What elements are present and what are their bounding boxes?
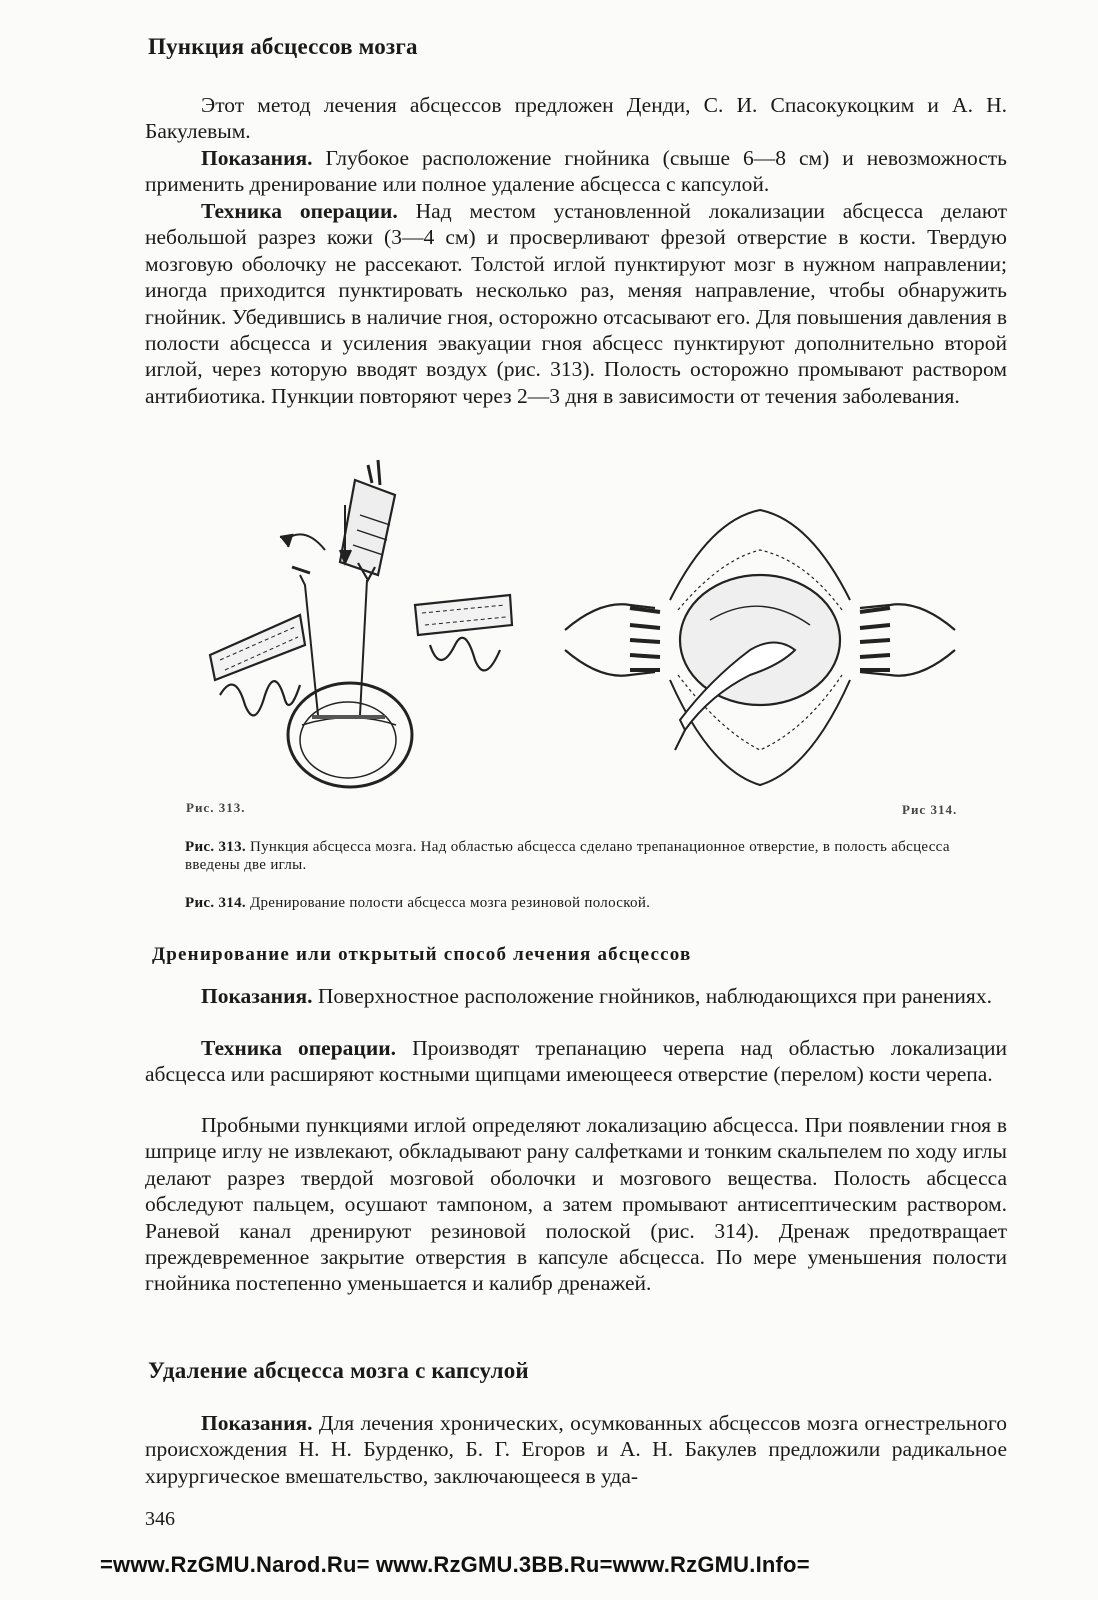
section-title-drainage: Дренирование или открытый способ лечения абсцессов [152,944,692,965]
page-number: 346 [145,1508,175,1530]
technique-label: Техника операции. [201,199,398,223]
figure-314-caption [185,894,985,912]
indications-label: Показания. [201,146,313,170]
indications-label: Показания. [201,984,313,1008]
paragraph-indications-1 [145,145,1007,198]
paragraph-text: Поверхностное расположение гнойников, наблюдающихся при ранениях. [312,984,992,1008]
paragraph-indications-3 [145,1410,1007,1489]
footer-watermark: =www.RzGMU.Narod.Ru= www.RzGMU.3BB.Ru=www.RzGMU.Info= [100,1552,810,1577]
paragraph-method-origin [145,92,1007,145]
section-title-puncture: Пункция абсцессов мозга [148,34,418,59]
caption-text: Дренирование полости абсцесса мозга резиновой полоской. [245,895,651,911]
figure-314-illustration [560,500,960,800]
paragraph-text: Этот метод лечения абсцессов предложен Денди, С. И. Спасокукоцким и А. Н. Бакулевым. [145,93,1007,144]
paragraph-text: Производят трепанацию черепа над областью локализации абсцесса или расширяют костными щипцами имеющееся отверстие (перелом) кости черепа. [145,1036,1007,1087]
paragraph-drainage-procedure [145,1112,1007,1297]
figure-313-caption [185,838,985,874]
caption-label: Рис. 313. [185,839,246,855]
paragraph-technique-1 [145,198,1007,409]
figure-314-label: Рис 314. [902,802,958,817]
paragraph-text: Глубокое расположение гнойника (свыше 6—8 см) и невозможность применить дренирование или полное удаление абсцесса с капсулой. [145,146,1007,197]
paragraph-technique-2 [145,1035,1007,1088]
figure-313-label: Рис. 313. [186,800,246,815]
paragraph-text: Для лечения хронических, осумкованных абсцессов мозга огнестрельного происхождения Н. Н. Бурденко, Б. Г. Егоров и А. Н. Бакулев предложили радикальное хирургическое вмешательство, заключающееся в уда- [145,1411,1007,1488]
section-title-removal: Удаление абсцесса мозга с капсулой [148,1358,529,1383]
paragraph-text: Пробными пункциями иглой определяют локализацию абсцесса. При появлении гноя в шприце иглу не извлекают, обкладывают рану салфетками и тонким скальпелем по ходу иглы делают разрез твердой мозговой оболочки и мозгового вещества. Полость абсцесса обследуют пальцем, осушают тампоном, а затем промывают антисептическим раствором. Раневой канал дренируют резиновой полоской (рис. 314). Дренаж предотвращает преждевременное закрытие отверстия в капсуле абсцесса. По мере уменьшения полости гнойника постепенно уменьшается и калибр дренажей. [145,1113,1007,1296]
caption-text: Пункция абсцесса мозга. Над областью абсцесса сделано трепанационное отверстие, в полость абсцесса введены две иглы. [185,839,950,873]
technique-label: Техника операции. [201,1036,396,1060]
paragraph-text: Над местом установленной локализации абсцесса делают небольшой разрез кожи (3—4 см) и просверливают фрезой отверстие в кости. Твердую мозговую оболочку не рассекают. Толстой иглой пунктируют мозг в нужном направлении; иногда приходится пунктировать несколько раз, меняя направление, чтобы обнаружить гнойник. Убедившись в наличие гноя, осторожно отсасывают его. Для повышения давления в полости абсцесса и усиления эвакуации гноя абсцесс пунктируют дополнительно второй иглой, через которую вводят воздух (рис. 313). Полость осторожно промывают раствором антибиотика. Пункции повторяют через 2—3 дня в зависимости от течения заболевания. [145,199,1008,408]
figure-313-illustration [200,455,520,795]
indications-label: Показания. [201,1411,313,1435]
paragraph-indications-2 [145,983,1007,1009]
caption-label: Рис. 314. [185,895,246,911]
